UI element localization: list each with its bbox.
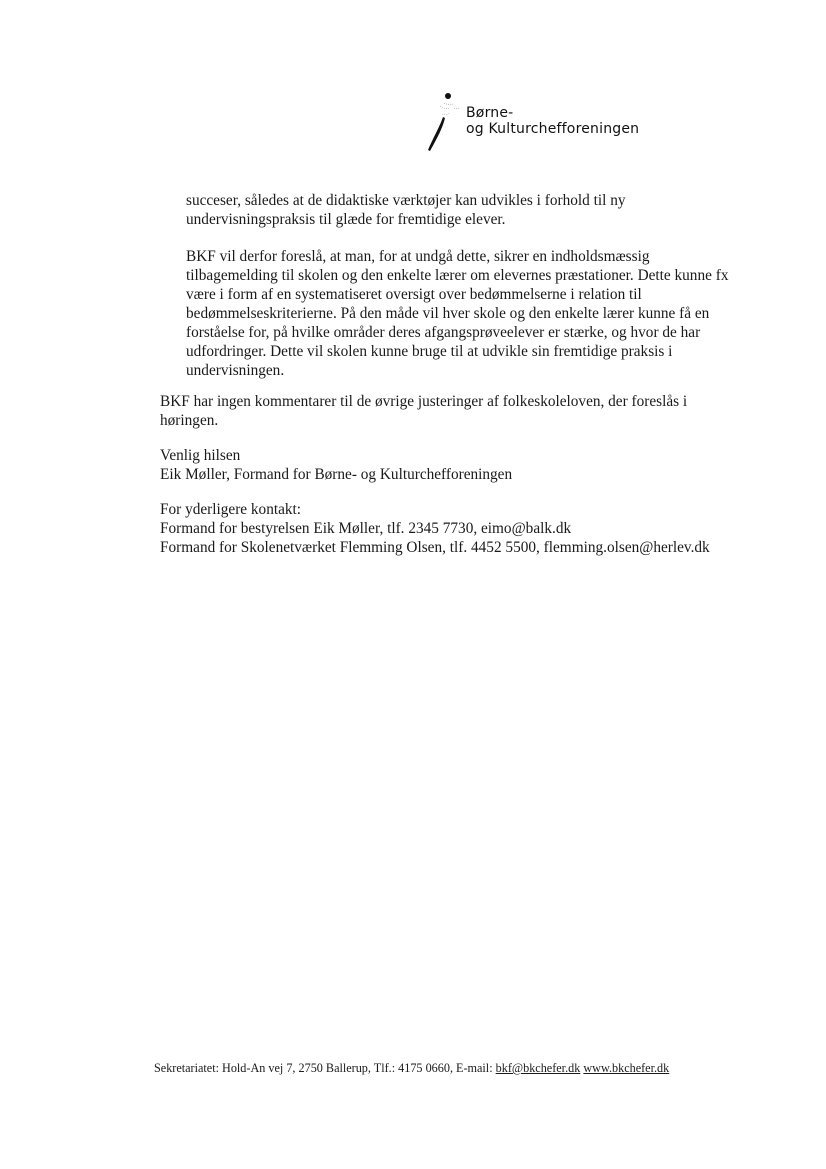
signature: Eik Møller, Formand for Børne- og Kulturchefforeningen bbox=[160, 466, 513, 483]
text-line: succeser, således at de didaktiske værktøjer kan udvikles i forhold til ny bbox=[186, 192, 626, 209]
text-line: udfordringer. Dette vil skolen kunne bruge til at udvikle sin fremtidige praksis i bbox=[186, 343, 673, 360]
dancing-figure-icon bbox=[420, 90, 464, 156]
contact-block bbox=[160, 500, 760, 557]
text-line: forståelse for, på hvilke områder deres afgangsprøveelever er stærke, og hvor de har bbox=[186, 324, 701, 341]
footer-website-link[interactable]: www.bkchefer.dk bbox=[583, 1061, 670, 1075]
closing-block bbox=[160, 446, 760, 484]
paragraph-2 bbox=[186, 247, 746, 380]
greeting: Venlig hilsen bbox=[160, 447, 241, 464]
text-line: undervisningen. bbox=[186, 362, 285, 379]
logo-line-2: og Kulturchefforeningen bbox=[466, 121, 640, 137]
bkf-logo bbox=[420, 90, 680, 160]
contact-heading: For yderligere kontakt: bbox=[160, 501, 302, 518]
text-line: høringen. bbox=[160, 412, 219, 429]
text-line: bedømmelseskriterierne. På den måde vil hver skole og den enkelte lærer kunne få en bbox=[186, 305, 710, 322]
text-line: BKF vil derfor foreslå, at man, for at undgå dette, sikrer en indholdsmæssig bbox=[186, 248, 650, 265]
paragraph-1 bbox=[186, 191, 746, 229]
contact-line: Formand for bestyrelsen Eik Møller, tlf. 2345 7730, eimo@balk.dk bbox=[160, 520, 572, 537]
text-line: BKF har ingen kommentarer til de øvrige justeringer af folkeskoleloven, der foreslås i bbox=[160, 393, 688, 410]
page-footer bbox=[154, 1060, 714, 1076]
footer-address: Sekretariatet: Hold-An vej 7, 2750 Ballerup, Tlf.: 4175 0660, E-mail: bbox=[154, 1061, 493, 1075]
paragraph-3 bbox=[160, 392, 760, 430]
logo-line-1: Børne- bbox=[466, 105, 514, 121]
text-line: undervisningspraksis til glæde for fremtidige elever. bbox=[186, 211, 506, 228]
contact-line: Formand for Skolenetværket Flemming Olsen, tlf. 4452 5500, flemming.olsen@herlev.dk bbox=[160, 539, 710, 556]
text-line: tilbagemelding til skolen og den enkelte lærer om elevernes præstationer. Dette kunne fx bbox=[186, 267, 729, 284]
text-line: være i form af en systematiseret oversigt over bedømmelserne i relation til bbox=[186, 286, 642, 303]
logo-wordmark bbox=[466, 105, 639, 137]
footer-email-link[interactable]: bkf@bkchefer.dk bbox=[495, 1061, 581, 1075]
